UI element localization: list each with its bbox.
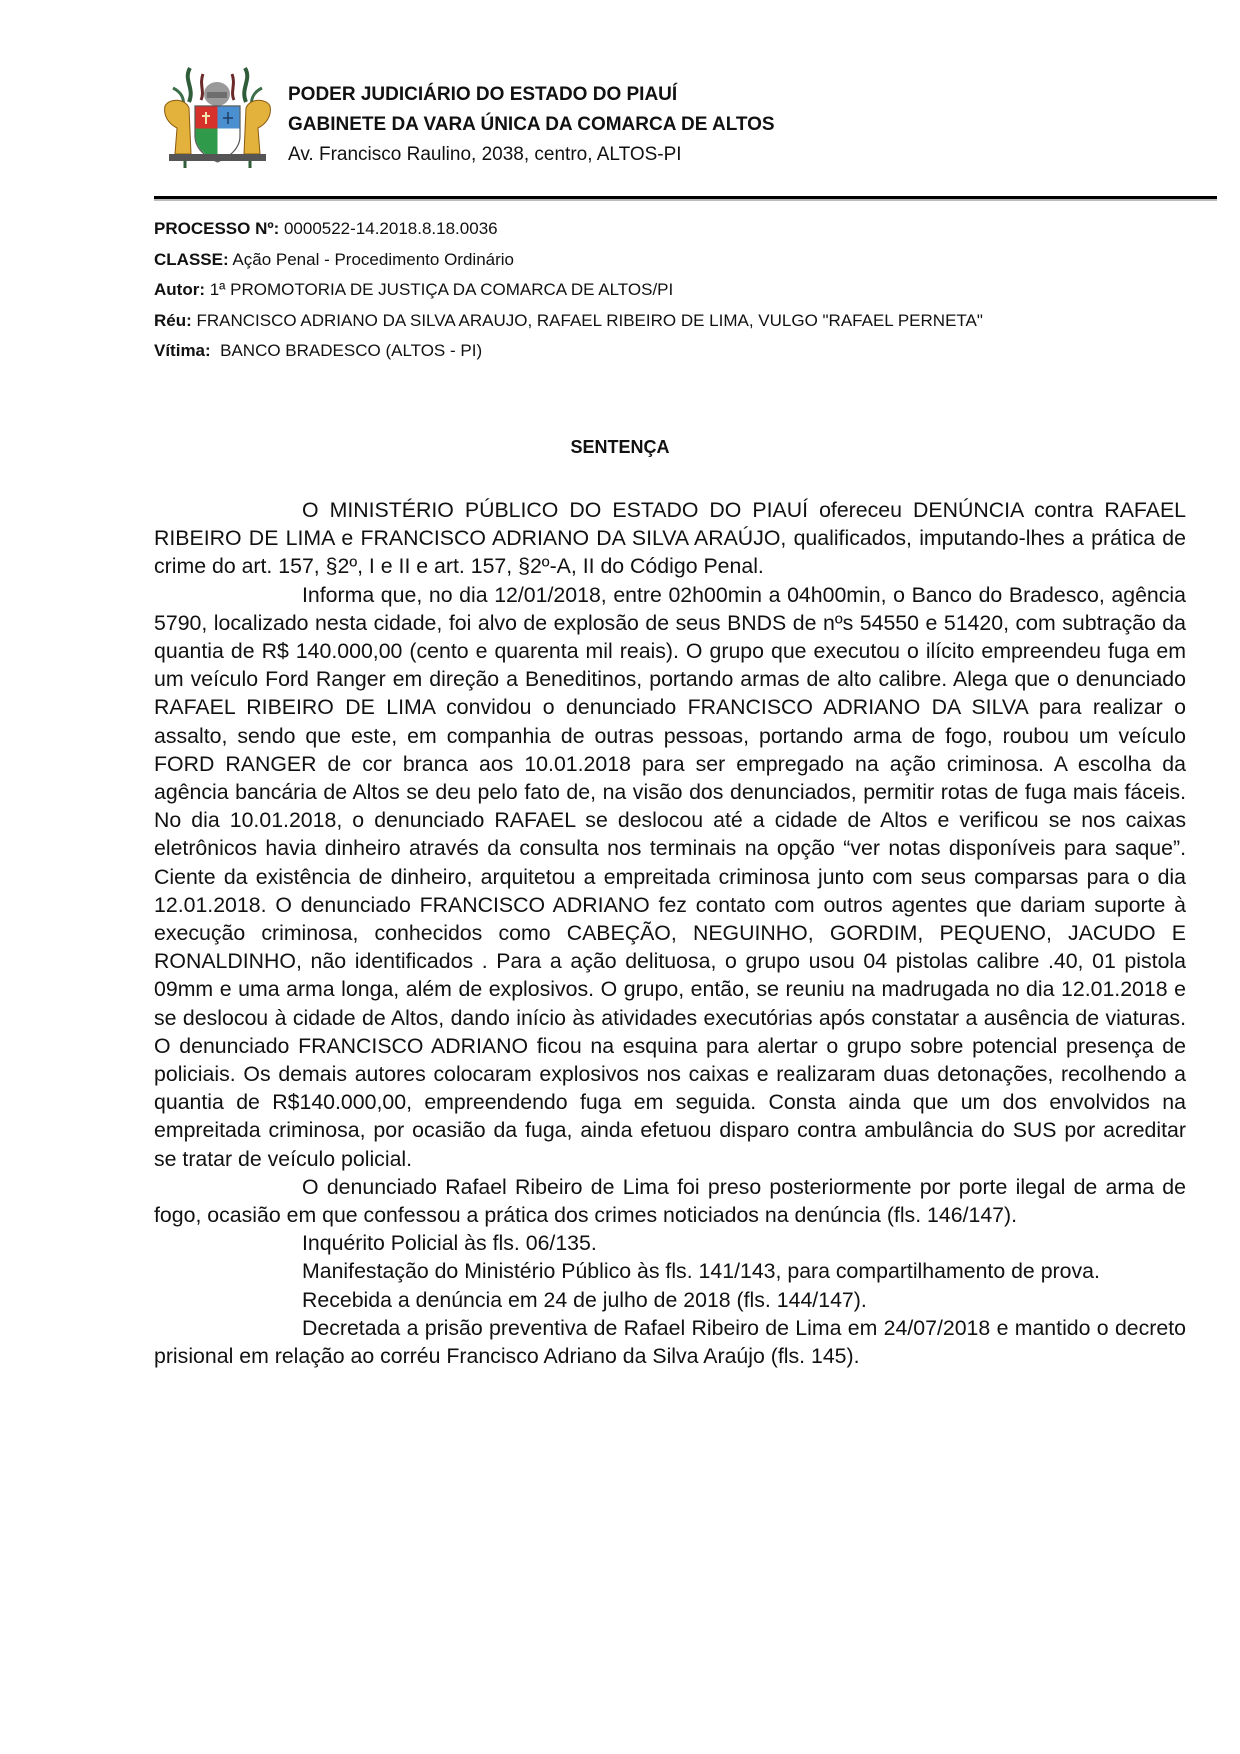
paragraph: Inquérito Policial às fls. 06/135. (302, 1231, 597, 1256)
header-divider (154, 196, 1217, 199)
process-info (154, 214, 983, 367)
autor-row (154, 275, 983, 306)
classe-value: Ação Penal - Procedimento Ordinário (228, 249, 514, 269)
paragraph: Manifestação do Ministério Público às fls. 141/143, para compartilhamento de prova. (302, 1259, 1100, 1284)
letterhead (155, 58, 1215, 188)
processo-label: PROCESSO Nº: (154, 219, 280, 238)
autor-label: Autor: (154, 280, 205, 299)
paragraph: Informa que, no dia 12/01/2018, entre 02h00min a 04h00min, o Banco do Bradesco, agência 5790, localizado nesta cidade, foi alvo de explosão de seus BNDS de nºs 54550 e 51420, com subtração da quantia de R$ 140.000,00 (cento e quarenta mil reais). O grupo que executou o ilícito empreendeu fuga em um veículo Ford Ranger em direção a Beneditinos, portando armas de alto calibre. Alega que o denunciado RAFAEL RIBEIRO DE LIMA convidou o denunciado FRANCISCO ADRIANO DA SILVA para realizar o assalto, sendo que este, em companhia de outras pessoas, portando arma de fogo, roubou um veículo FORD RANGER de cor branca aos 10.01.2018 para ser empregado na ação criminosa. A escolha da agência bancária de Altos se deu pelo fato de, na visão dos denunciados, permitir rotas de fuga mais fáceis. No dia 10.01.2018, o denunciado RAFAEL se deslocou até a cidade de Altos e verificou se nos caixas eletrônicos havia dinheiro através da consulta nos terminais na opção “ver notas disponíveis para saque”. Ciente da existência de dinheiro, arquitetou a empreitada criminosa junto com seus comparsas para o dia 12.01.2018. O denunciado FRANCISCO ADRIANO fez contato com outros agentes que dariam suporte à execução criminosa, conhecidos como CABEÇÃO, NEGUINHO, GORDIM, PEQUENO, JACUDO E RONALDINHO, não identificados . Para a ação delituosa, o grupo usou 04 pistolas calibre .40, 01 pistola 09mm e uma arma longa, além de explosivos. O grupo, então, se reuniu na madrugada no dia 12.01.2018 e se deslocou à cidade de Altos, dando início às atividades executórias após constatar a ausência de viaturas. O denunciado FRANCISCO ADRIANO ficou na esquina para alertar o grupo sobre potencial presença de policiais. Os demais autores colocaram explosivos nos caixas e realizaram duas detonações, recolhendo a quantia de R$140.000,00, empreendendo fuga em seguida. Consta ainda que um dos envolvidos na empreitada criminosa, por ocasião da fuga, ainda efetuou disparo contra ambulância do SUS por acreditar se tratar de veículo policial. (154, 582, 1186, 1171)
autor-value: 1ª PROMOTORIA DE JUSTIÇA DA COMARCA DE ALTOS/PI (204, 280, 674, 299)
vitima-row (154, 336, 983, 367)
paragraph: O denunciado Rafael Ribeiro de Lima foi preso posteriormente por porte ilegal de arma de fogo, ocasião em que confessou a prática dos crimes noticiados na denúncia (fls. 146/147). (154, 1174, 1186, 1228)
processo-value: 0000522-14.2018.8.18.0036 (279, 219, 498, 238)
classe-row (154, 245, 983, 276)
paragraph: Decretada a prisão preventiva de Rafael Ribeiro de Lima em 24/07/2018 e mantido o decreto prisional em relação ao corréu Francisco Adriano da Silva Araújo (fls. 145). (154, 1315, 1186, 1369)
court-address: Av. Francisco Raulino, 2038, centro, ALTOS-PI (288, 144, 682, 165)
reu-row (154, 306, 983, 337)
reu-label: Réu: (154, 310, 192, 330)
coat-of-arms-icon (155, 58, 280, 170)
paragraph: Recebida a denúncia em 24 de julho de 2018 (fls. 144/147). (302, 1287, 867, 1312)
court-name: PODER JUDICIÁRIO DO ESTADO DO PIAUÍ (288, 84, 678, 105)
document-title: SENTENÇA (570, 437, 670, 457)
office-name: GABINETE DA VARA ÚNICA DA COMARCA DE ALTOS (288, 114, 775, 135)
document-body (154, 496, 1186, 1370)
paragraph: O MINISTÉRIO PÚBLICO DO ESTADO DO PIAUÍ ofereceu DENÚNCIA contra RAFAEL RIBEIRO DE LIMA e FRANCISCO ADRIANO DA SILVA ARAÚJO, qualificados, imputando-lhes a prática de crime do art. 157, §2º, I e II e art. 157, §2º-A, II do Código Penal. (154, 498, 1186, 579)
classe-label: CLASSE: (154, 249, 229, 269)
reu-value: FRANCISCO ADRIANO DA SILVA ARAUJO, RAFAEL RIBEIRO DE LIMA, VULGO "RAFAEL PERNETA" (191, 310, 983, 330)
vitima-label: Vítima: (154, 341, 211, 360)
letterhead-text (288, 80, 775, 170)
vitima-value: BANCO BRADESCO (ALTOS - PI) (210, 341, 483, 360)
processo-row (154, 214, 983, 245)
